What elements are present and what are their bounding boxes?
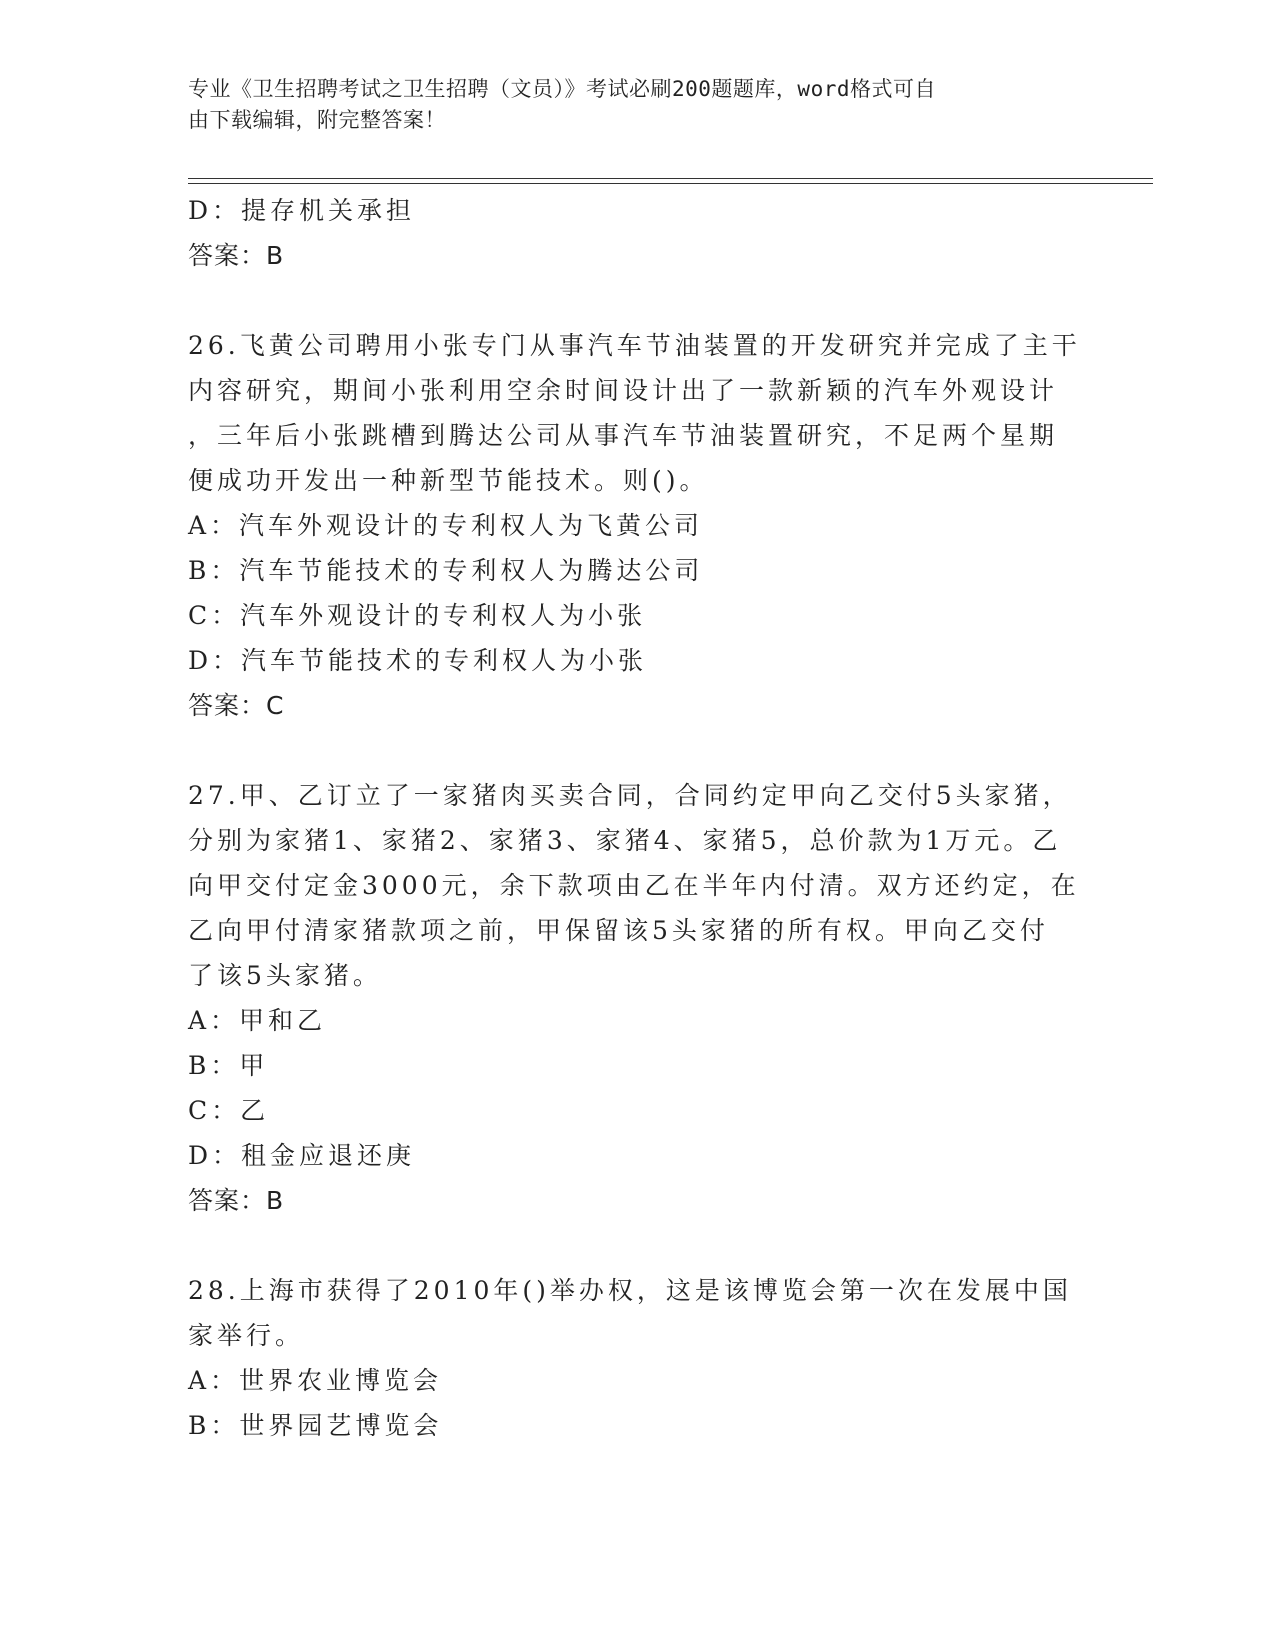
option-b: B：世界园艺博览会 — [188, 1411, 443, 1440]
question-28 — [188, 1268, 1088, 1448]
option-d: D：汽车节能技术的专利权人为小张 — [188, 646, 648, 675]
option-b: B：甲 — [188, 1051, 269, 1080]
document-header — [188, 74, 1088, 136]
option-b: B：汽车节能技术的专利权人为腾达公司 — [188, 556, 704, 585]
header-divider-bottom — [188, 183, 1153, 184]
question-list — [188, 188, 1088, 1448]
question-27 — [188, 773, 1088, 1223]
question-text-line: 向甲交付定金3000元，余下款项由乙在半年内付清。双方还约定，在 — [188, 871, 1080, 900]
answer-line: 答案：B — [188, 241, 285, 270]
option-d: D：租金应退还庚 — [188, 1141, 416, 1170]
header-line-1: 专业《卫生招聘考试之卫生招聘（文员）》考试必刷200题题库，word格式可自 — [188, 77, 936, 101]
answer-line: 答案：C — [188, 691, 285, 720]
question-text-line: 内容研究，期间小张利用空余时间设计出了一款新颖的汽车外观设计 — [188, 376, 1059, 405]
option-d: D：提存机关承担 — [188, 196, 416, 225]
option-a: A：甲和乙 — [188, 1006, 327, 1035]
question-text-line: 28.上海市获得了2010年()举办权，这是该博览会第一次在发展中国 — [188, 1276, 1072, 1305]
question-text-line: 家举行。 — [188, 1321, 305, 1350]
question-text-line: 分别为家猪1、家猪2、家猪3、家猪4、家猪5，总价款为1万元。乙 — [188, 826, 1062, 855]
question-text-line: 乙向甲付清家猪款项之前，甲保留该5头家猪的所有权。甲向乙交付 — [188, 916, 1049, 945]
option-a: A：汽车外观设计的专利权人为飞黄公司 — [188, 511, 704, 540]
option-c: C：汽车外观设计的专利权人为小张 — [188, 601, 647, 630]
header-divider-top — [188, 178, 1153, 179]
previous-question-tail — [188, 188, 1088, 278]
question-text-line: 27.甲、乙订立了一家猪肉买卖合同，合同约定甲向乙交付5头家猪， — [188, 781, 1072, 810]
option-c: C：乙 — [188, 1096, 270, 1125]
header-line-2: 由下载编辑，附完整答案！ — [188, 108, 446, 132]
option-a: A：世界农业博览会 — [188, 1366, 443, 1395]
question-text-line: 了该5头家猪。 — [188, 961, 382, 990]
spacer — [188, 728, 1088, 773]
spacer — [188, 278, 1088, 323]
question-text-line: 26.飞黄公司聘用小张专门从事汽车节油装置的开发研究并完成了主干 — [188, 331, 1081, 360]
question-text-line: ，三年后小张跳槽到腾达公司从事汽车节油装置研究，不足两个星期 — [188, 421, 1059, 450]
spacer — [188, 1223, 1088, 1268]
question-text-line: 便成功开发出一种新型节能技术。则()。 — [188, 466, 709, 495]
answer-line: 答案：B — [188, 1186, 285, 1215]
question-26 — [188, 323, 1088, 728]
